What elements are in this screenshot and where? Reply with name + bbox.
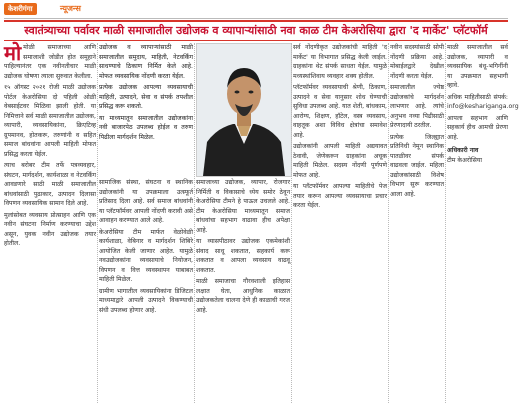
signature-role: टीम केअरोसिया — [447, 156, 482, 164]
paragraph: मोळी समाजाच्या आणि समाजाशी जोडीत होत समूहाने पाहिल्यानंतर एक नवीनतीचार माळी उद्योजक घोषणा त्याला सुरुवात केलीला. — [4, 44, 96, 80]
paragraph: समाजातील ज्येष्ठ उद्योजकांचे मार्गदर्शन लाभणार आहे. त्यांचे अनुभव नव्या पिढीसाठी प्रेरणादायी ठरतील. — [390, 84, 444, 129]
paragraph: उद्योजकांनी आपली माहिती अद्ययावत ठेवावी, जेणेकरून ग्राहकांना अचूक माहिती मिळेल. सदस्य नोंदणी पूर्णपणे मोफत आहे. — [293, 143, 387, 179]
paragraph: नवीन सदस्यांसाठी सोपी नोंदणी प्रक्रिया आहे. मोबाईलद्वारे देखील नोंदणी करता येईल. — [390, 44, 444, 80]
paragraph: समाजाच्या उद्योजक, व्यापार, रोजगार निर्मिती व विकासाचे ध्येय समोर ठेवून केअरोसिया टीमने हे पाऊल उचलले आहे. टीम केअरोसिया माध्यमातून समाज बांधवांचा सहभाग वाढावा हीच अपेक्षा आहे. — [196, 179, 290, 234]
masthead-tail: न्यूजन्स — [60, 4, 81, 13]
signature-name: अधिकारी नाव — [447, 147, 479, 154]
paragraph: सामाजिक संस्था, संघटना व स्थानिक उद्योजकांनी या उपक्रमाला उत्स्फूर्त प्रतिसाद दिला आहे. सर्व समाज बांधवांनी या प्लॅटफॉर्मवर आपली नोंदणी करावी असे आवाहन करण्यात आले आहे. — [99, 179, 193, 224]
column-divider — [97, 43, 98, 403]
paragraph: केअरोसिया टीम मार्फत वेळोवेळी कार्यशाळा, वेबिनार व मार्गदर्शन शिबिरे आयोजित केली जाणार आहेत. यामुळे नवउद्योजकांना व्यवसायाचे नियोजन, विपणन व वित्त व्यवस्थापन याबाबत माहिती मिळेल. — [99, 228, 193, 283]
paragraph: प्रत्येक उद्योजक आपल्या व्यवसायाची माहिती, उत्पादने, सेवा व संपर्क तपशील प्रसिद्ध करू शकतो. — [99, 84, 193, 110]
drop-cap: मो — [4, 41, 22, 65]
paragraph: माळी समाजाचा गौरवशाली इतिहास लक्षात घेता, आधुनिक काळात उद्योजकतेला चालना देणे ही काळाची गरज आहे. — [196, 278, 290, 314]
paragraph: मुलांसोबत व्यवसाय प्रोत्साहन आणि एक नवीन संघटना निर्माण करण्याचा उद्देश असून, युवक नवीन उद्योजक तयार होतील. — [4, 211, 96, 247]
article-column-5 — [390, 43, 444, 403]
person-photo — [196, 43, 292, 177]
paragraph: उद्योजक व व्यापाऱ्यांसाठी माळी समाजातील समुदाय, माहिती, नेटवर्किंग साधण्याचे ठिकाण निर्मित केले आहे. मोफत व्यवसायिक नोंदणी करता येईल. — [99, 44, 193, 80]
column-divider — [388, 43, 389, 403]
paragraph: आपला सहभाग आणि सहकार्य हीच आमची प्रेरणा आहे. — [447, 114, 508, 141]
paragraph: माळी समाजातील सर्व उद्योजक, व्यापारी व व्यवसायिक बंधू-भगिनींनी या उपक्रमात सहभागी व्हावे. — [447, 44, 508, 89]
person-figure-icon — [197, 44, 291, 176]
article-column-2 — [99, 178, 193, 403]
column-divider — [194, 43, 195, 403]
paragraph: प्रत्येक जिल्ह्यात प्रतिनिधी नेमून स्थानिक पातळीवर संपर्क वाढवला जाईल. महिला उद्योजकांसाठी विशेष विभाग सुरू करण्यात आला आहे. — [390, 133, 444, 198]
masthead — [4, 3, 508, 19]
paragraph: या प्लॅटफॉर्मवर आपल्या माहितीचे पेज तयार करून आपल्या व्यवसायाचा प्रचार करता येईल. — [293, 183, 387, 209]
paragraph: या व्यासपीठावर उद्योजक एकमेकांशी संवाद साधू शकतात, सहकार्य करू शकतात व आपला व्यवसाय वाढवू शकतात. — [196, 238, 290, 274]
column-divider — [291, 43, 292, 403]
paragraph: सर्व नोंदणीकृत उद्योजकांची माहिती 'द मार्केट' या विभागात प्रसिद्ध केली जाईल. ग्राहकांना थेट संपर्क साधता येईल. यामुळे मध्यस्थांशिवाय व्यवहार शक्य होतील. — [293, 44, 387, 80]
column-divider — [445, 43, 446, 403]
contact-email: अधिक माहितीसाठी संपर्क: info@keshariganga.org — [447, 93, 519, 110]
masthead-logo: केशरीगंगा — [4, 3, 37, 15]
paragraph: ग्रामीण भागातील व्यवसायिकांना डिजिटल माध्यमाद्वारे आपली उत्पादने विकण्याची संधी उपलब्ध होणार आहे. — [99, 287, 193, 314]
paragraph: प्लॅटफॉर्मवर व्यवसायाची श्रेणी, ठिकाण, उत्पादने व सेवा यानुसार शोध घेण्याची सुविधा उपलब्ध आहे. यात शेती, बांधकाम, आरोग्य, शिक्षण, हॉटेल, वस्त्र व्यवसाय, वाहतूक अशा विविध क्षेत्रांचा समावेश आहे. — [293, 84, 387, 139]
article-column-4 — [293, 43, 387, 403]
paragraph: १५ ऑगस्ट २०२१ रोजी माळी उद्योजक पोर्टल केअरोसिया दो पहिली ओळी वेबसाईटवर मिळिवा झाली होती. या निमित्ताने सर्व माळी समाजातील उद्योजक, व्यापारी, व्यवसायिकांना, क्रिएटिव्ह ग्रुपमानव, होतकरू, तरुणांनी व सहित समाज बांधवांना आपली माहिती मोफत प्रसिद्ध करता येईल. — [4, 84, 96, 158]
article-column-2-top — [99, 43, 193, 175]
paragraph: या माध्यमातून समाजातील उद्योजकांना नवी बाजारपेठ उपलब्ध होईल व तरुण पिढीला मार्गदर्शन मिळेल. — [99, 114, 193, 141]
article-column-1 — [4, 43, 96, 403]
article-column-6 — [447, 43, 519, 403]
paragraph: त्याच बरोबर टीम तर्फे पत्रव्यवहार, संघटन, मार्गदर्शन, कार्यशाळा व नेटवर्किंग आवडणारे साठी माळी समाजातील बांधवांसाठी पुढाकार, उत्पादन दिलासा विपणन व्यवसायिक सामान दिले आहे. — [4, 162, 96, 207]
article-headline: स्वातंत्र्याच्या पर्वावर माळी समाजातील उद्योजक व व्यापाऱ्यांसाठी नवा काळ टीम केअरोसिया द्वारा 'द मार्केट' प्लॅटफॉर्म — [4, 20, 508, 41]
article-column-3 — [196, 178, 290, 403]
